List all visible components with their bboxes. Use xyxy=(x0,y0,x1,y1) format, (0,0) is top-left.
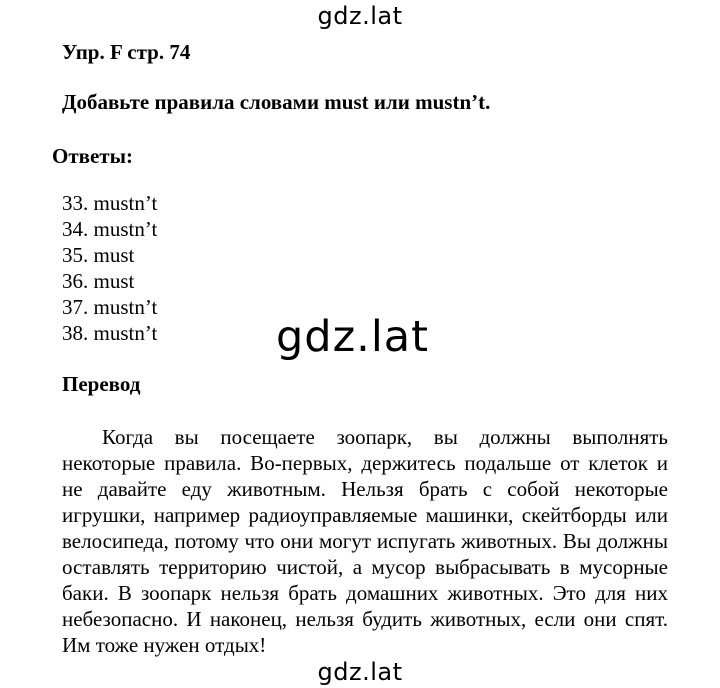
watermark-bottom: gdz.lat xyxy=(317,658,403,686)
translation-paragraph: Когда вы посещаете зоопарк, вы должны выполнять некоторые правила. Во-первых, держитесь подальше от клеток и не давайте еду животным. Нельзя брать с собой некоторые игрушки, например радиоуправляемые машинки, скейтборды или велосипеда, потому что они могут испугать животных. Вы должны оставлять территорию чистой, а мусор выбрасывать в мусорные баки. В зоопарк нельзя брать домашних животных. Это для них небезопасно. И наконец, нельзя будить животных, если они спят. Им тоже нужен отдых! xyxy=(62,425,668,657)
answers-list xyxy=(62,190,157,346)
answer-item: 34. mustn’t xyxy=(62,217,158,241)
exercise-heading: Упр. F стр. 74 xyxy=(62,40,191,64)
translation-heading: Перевод xyxy=(62,372,141,396)
answer-item: 36. must xyxy=(62,269,135,293)
task-heading: Добавьте правила словами must или mustn’t. xyxy=(62,90,491,114)
watermark-top: gdz.lat xyxy=(317,2,403,30)
answer-item: 38. mustn’t xyxy=(62,321,158,345)
answers-heading: Ответы: xyxy=(52,144,134,168)
answer-item: 33. mustn’t xyxy=(62,191,158,215)
watermark-middle: gdz.lat xyxy=(276,312,429,362)
answer-item: 35. must xyxy=(62,243,135,267)
answer-item: 37. mustn’t xyxy=(62,295,158,319)
